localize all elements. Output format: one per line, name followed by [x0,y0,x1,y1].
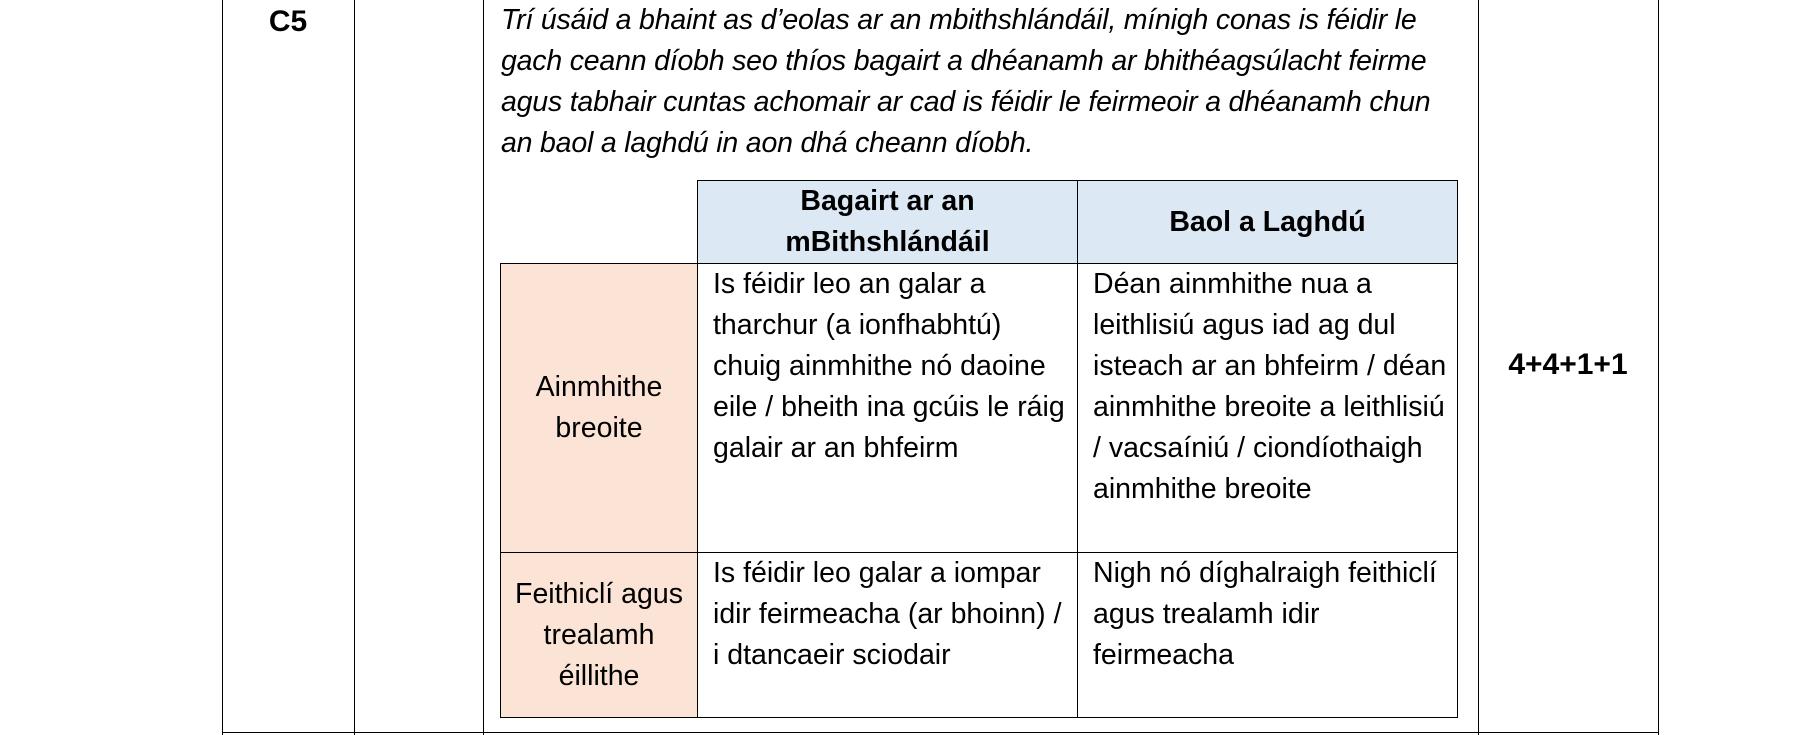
row-label: Feithiclí agus trealamh éillithe [501,553,698,718]
biosecurity-table [500,180,1458,718]
table-row [501,264,1458,553]
header-reduce-risk: Baol a Laghdú [1078,181,1458,264]
column-divider-2 [483,0,484,735]
header-threat: Bagairt ar an mBithshlándáil [698,181,1078,264]
table-row [501,553,1458,718]
marks-allocation: 4+4+1+1 [1508,348,1628,381]
question-text: Trí úsáid a bhaint as d’eolas ar an mbithshlándáil, mínigh conas is féidir le gach ceann díobh seo thíos bagairt a dhéanamh ar bhithéagsúlacht feirme agus tabhair cuntas achomair ar cad is féidir le feirmeoir a dhéanamh chun an baol a laghdú in aon dhá cheann díobh. [501,4,1431,159]
question-number: C5 [268,5,308,38]
reduce-risk-cell: Nigh nó díghalraigh feithiclí agus trealamh idir feirmeacha [1078,553,1458,718]
column-divider-1 [354,0,355,735]
row-label: Ainmhithe breoite [501,264,698,553]
reduce-risk-cell: Déan ainmhithe nua a leithlisiú agus iad ag dul isteach ar an bhfeirm / déan ainmhithe breoite a leithlisiú / vacsaíniú / ciondíothaigh ainmhithe breoite [1078,264,1458,553]
outer-border-bottom [222,732,1658,733]
threat-cell: Is féidir leo galar a iompar idir feirmeacha (ar bhoinn) / i dtancaeir sciodair [698,553,1078,718]
table-corner-cell [501,181,698,264]
outer-border-right [1658,0,1659,735]
outer-border-left [222,0,223,735]
threat-cell: Is féidir leo an galar a tharchur (a ionfhabhtú) chuig ainmhithe nó daoine eile / bheith ina gcúis le ráig galair ar an bhfeirm [698,264,1078,553]
table-header-row [501,181,1458,264]
